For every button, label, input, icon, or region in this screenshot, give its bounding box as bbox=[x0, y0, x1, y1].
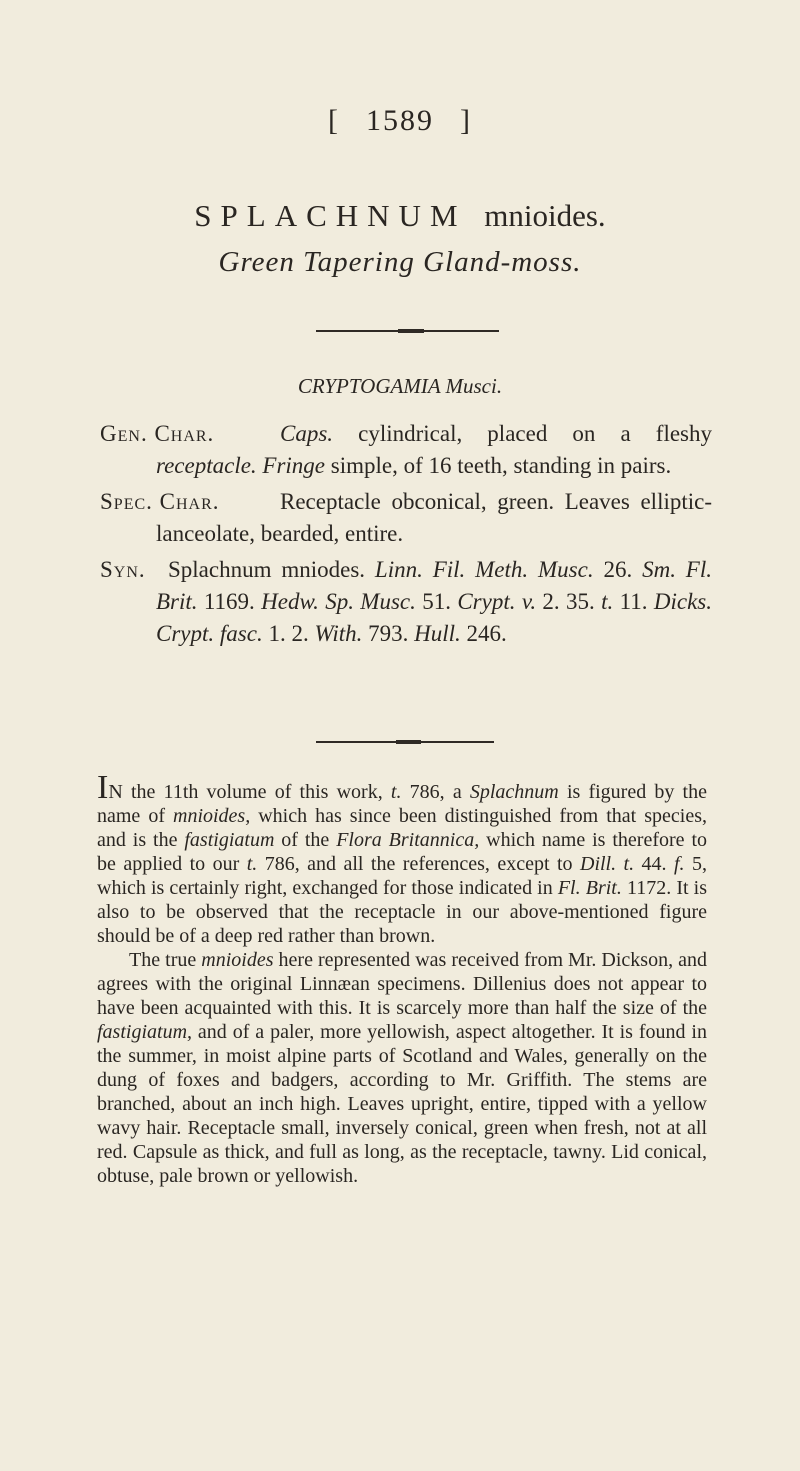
paragraph-1: IN the 11th volume of this work, t. 786, a Splachnum is figured by the name of mnioides, which has since been distinguished from that species, and is the fastigiatum of the Flora Britannica, which name is therefore to be applied to our t. 786, and all the references, except to Dill. t. 44. f. 5, which is certainly right, exchanged for those indicated in Fl. Brit. 1172. It is also to be observed that the receptacle in our above-mentioned figure should be of a deep red rather than brown. bbox=[97, 769, 708, 947]
page-number-value: 1589 bbox=[366, 104, 434, 137]
body-text bbox=[97, 769, 708, 1188]
gen-char-label: Gen. Char. bbox=[100, 421, 215, 446]
page-title bbox=[0, 198, 800, 234]
paragraph-2: The true mnioides here represented was received from Mr. Dickson, and agrees with the original Linnæan specimens. Dillenius does not appear to have been acquainted with this. It is scarcely more than half the size of the fastigiatum, and of a paler, more yellowish, aspect altogether. It is found in the summer, in moist alpine parts of Scotland and Wales, generally on the dung of foxes and badgers, according to Mr. Griffith. The stems are branched, about an inch high. Leaves upright, entire, tipped with a yellow wavy hair. Receptacle small, inversely conical, green when fresh, not at all red. Capsule as thick, and full as long, as the receptacle, tawny. Lid conical, obtuse, pale brown or yellowish. bbox=[97, 949, 708, 1187]
divider-rule bbox=[316, 330, 499, 332]
title-genus: SPLACHNUM bbox=[194, 198, 467, 233]
right-bracket: ] bbox=[460, 104, 472, 137]
gen-char: Gen. Char. Caps. cylindrical, placed on a fleshy receptacle. Fringe simple, of 16 teeth, standing in pairs. bbox=[100, 418, 712, 482]
page-number bbox=[0, 104, 800, 138]
left-bracket: [ bbox=[328, 104, 340, 137]
syn: Syn. Splachnum mniodes. Linn. Fil. Meth. Musc. 26. Sm. Fl. Brit. 1169. Hedw. Sp. Musc. 51. Crypt. v. 2. 35. t. 11. Dicks. Crypt. fasc. 1. 2. With. 793. Hull. 246. bbox=[100, 554, 712, 650]
drop-cap: I bbox=[97, 769, 109, 806]
title-species: mnioides. bbox=[484, 198, 606, 233]
order-name: Musci. bbox=[445, 374, 503, 398]
syn-label: Syn. bbox=[100, 557, 146, 582]
page-subtitle: Green Tapering Gland-moss. bbox=[218, 246, 582, 278]
spec-char: Spec. Char. Receptacle obconical, green. Leaves elliptic-lanceolate, bearded, entire. bbox=[100, 486, 712, 550]
character-block bbox=[100, 418, 712, 650]
class-name: CRYPTOGAMIA bbox=[297, 374, 441, 398]
classification bbox=[0, 374, 800, 399]
divider-rule-2 bbox=[316, 741, 494, 743]
spec-char-label: Spec. Char. bbox=[100, 489, 220, 514]
